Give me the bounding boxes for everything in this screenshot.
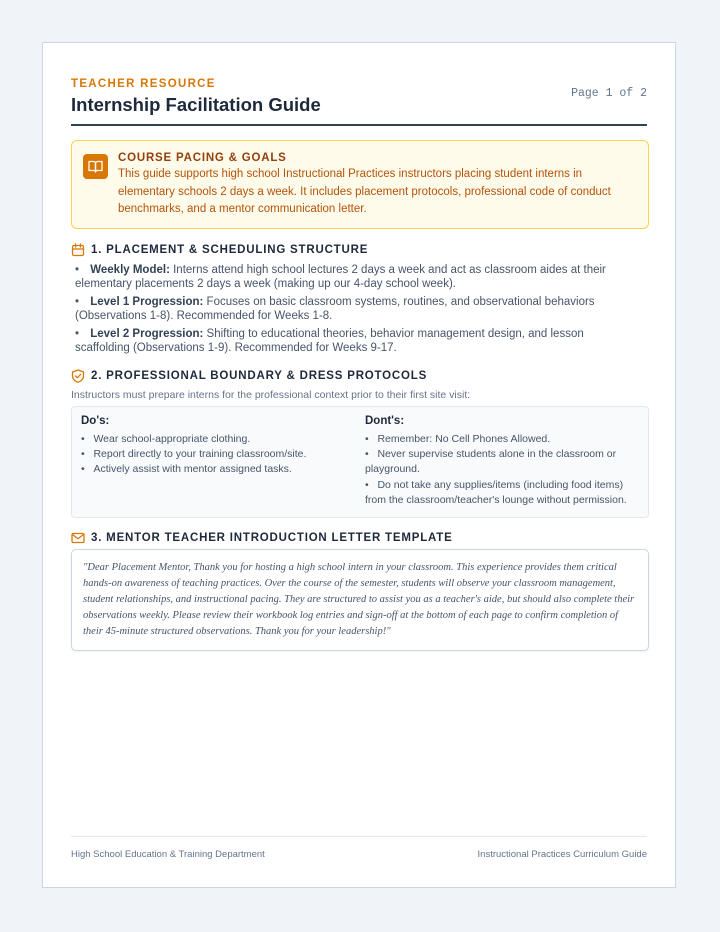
letter-template-box — [71, 549, 649, 651]
item-label: Level 1 Progression: — [90, 296, 204, 308]
list-item: • Actively assist with mentor assigned tasks. — [81, 463, 292, 476]
footer-guide-name: Instructional Practices Curriculum Guide — [477, 849, 647, 860]
section-protocols-heading — [71, 369, 427, 383]
header-divider — [71, 124, 647, 126]
document-title: Internship Facilitation Guide — [71, 94, 321, 115]
letter-template-text: "Dear Placement Mentor, Thank you for hosting a high school intern in your classroom. This experience provides them critical hands-on awareness of teaching practices. Over the course of the semester, students will observe your classroom management, student relationships, and instructional pacing. They are structured to assist you as a teacher's aide, but should also complete their observations weekly. Please review their workbook log entries and sign-off at the bottom of each page to confirm completion of their 45-minute structured observations. Thank you for your leadership!" — [83, 562, 635, 637]
page-number: Page 1 of 2 — [571, 87, 647, 100]
placement-list — [75, 263, 635, 359]
item-text: Never supervise students alone in the classroom or playground. — [365, 448, 617, 476]
donts-title: Dont's: — [365, 415, 405, 427]
shield-check-icon — [71, 369, 85, 383]
footer-divider — [71, 836, 647, 837]
item-text: Focuses on basic classroom systems, routines, and observational behaviors (Observations 1-8). Recommended for Weeks 1-8. — [75, 296, 595, 322]
donts-column — [365, 415, 635, 508]
list-item: • Level 1 Progression: Focuses on basic classroom systems, routines, and observational behaviors (Observations 1-8). Recommended for Weeks 1-8. — [75, 296, 595, 322]
dos-donts-box — [71, 406, 649, 518]
footer-department: High School Education & Training Department — [71, 849, 265, 860]
list-item: • Never supervise students alone in the classroom or playground. — [365, 448, 617, 476]
section-heading-text: 3. MENTOR TEACHER INTRODUCTION LETTER TEMPLATE — [91, 532, 453, 544]
callout-title: COURSE PACING & GOALS — [118, 152, 287, 164]
list-item: • Level 2 Progression: Shifting to educational theories, behavior management design, and lesson scaffolding (Observations 1-9). Recommended for Weeks 9-17. — [75, 328, 584, 354]
list-item: • Report directly to your training classroom/site. — [81, 448, 307, 461]
protocols-intro: Instructors must prepare interns for the professional context prior to their first site visit: — [71, 389, 471, 401]
item-label: Weekly Model: — [90, 264, 170, 276]
dos-column — [81, 415, 351, 478]
envelope-icon — [71, 531, 85, 545]
pacing-goals-callout — [71, 140, 649, 229]
list-item: • Weekly Model: Interns attend high school lectures 2 days a week and act as classroom aides at their elementary placements 2 days a week (making up our 4-day school week). — [75, 264, 606, 290]
section-letter-heading — [71, 531, 453, 545]
callout-body: This guide supports high school Instructional Practices instructors placing student interns in elementary schools 2 days a week. It includes placement protocols, professional code of conduct benchmarks, and a mentor communication letter. — [118, 168, 611, 215]
list-item: • Do not take any supplies/items (including food items) from the classroom/teacher's lounge without permission. — [365, 478, 627, 506]
item-label: Level 2 Progression: — [90, 328, 204, 340]
section-heading-text: 1. PLACEMENT & SCHEDULING STRUCTURE — [91, 244, 369, 256]
calendar-icon — [71, 243, 85, 257]
item-text: Wear school-appropriate clothing. — [93, 433, 251, 445]
item-text: Shifting to educational theories, behavior management design, and lesson scaffolding (Observations 1-9). Recommended for Weeks 9-17. — [75, 328, 584, 354]
book-icon — [83, 154, 108, 179]
item-text: Interns attend high school lectures 2 days a week and act as classroom aides at their elementary placements 2 days a week (making up our 4-day school week). — [75, 264, 606, 290]
list-item: • Remember: No Cell Phones Allowed. — [365, 433, 551, 445]
list-item: • Wear school-appropriate clothing. — [81, 433, 251, 445]
item-text: Actively assist with mentor assigned tasks. — [93, 463, 292, 476]
item-text: Do not take any supplies/items (including food items) from the classroom/teacher's lounge without permission. — [365, 478, 627, 506]
dos-title: Do's: — [81, 415, 110, 427]
document-eyebrow: TEACHER RESOURCE — [71, 78, 216, 90]
item-text: Report directly to your training classroom/site. — [93, 448, 307, 461]
document-page — [42, 42, 676, 888]
section-heading-text: 2. PROFESSIONAL BOUNDARY & DRESS PROTOCOLS — [91, 370, 428, 382]
item-text: Remember: No Cell Phones Allowed. — [377, 433, 551, 445]
section-placement-heading — [71, 243, 368, 257]
